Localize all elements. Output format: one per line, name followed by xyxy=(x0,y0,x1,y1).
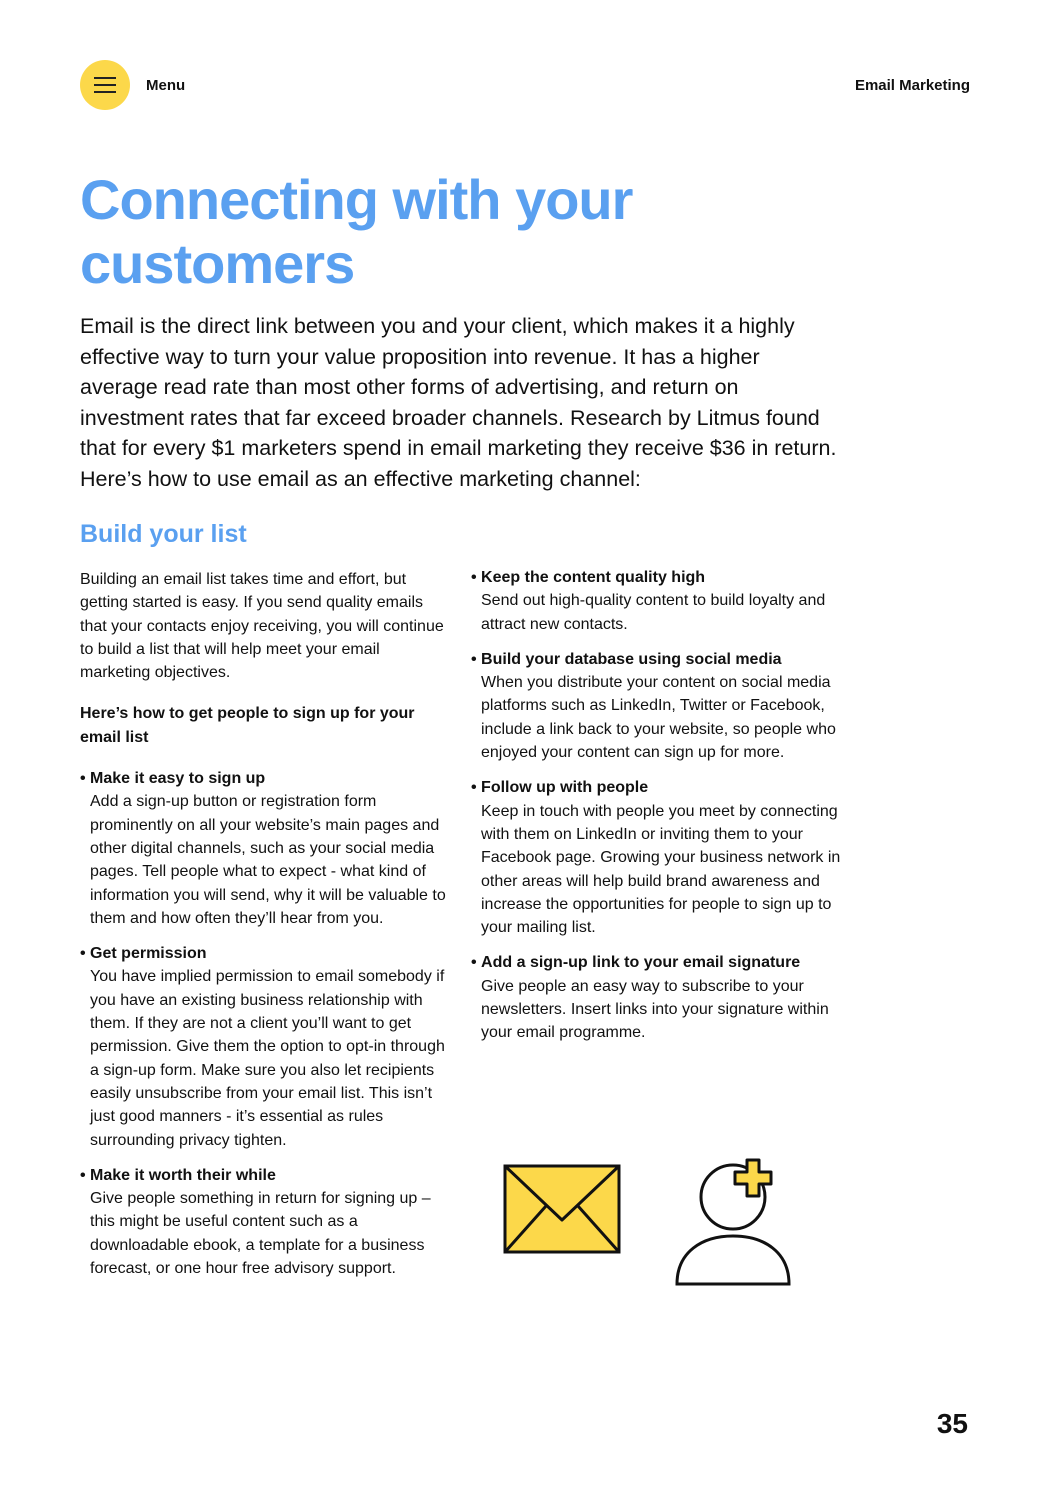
body-paragraph: Building an email list takes time and effort, but getting started is easy. If you send quality emails that your contacts enjoy receiving, you will continue to build a list that will help meet your email marketing objectives. xyxy=(80,571,444,682)
page-title-line-1: Connecting with your xyxy=(80,168,633,231)
section-label: Email Marketing xyxy=(854,77,970,94)
list-item-title: • Get permission xyxy=(80,942,452,965)
intro-paragraph: Email is the direct link between you and your client, which makes it a highly effective way to turn your value proposition into revenue. It has a higher average read rate than most other forms of advertising, and return on investment rates that far exceed broader channels. Research by Litmus found that for every $1 marketers spend in email marketing they receive $36 in return. Here’s how to use email as an effective marketing channel: xyxy=(80,314,837,491)
right-column xyxy=(471,566,846,1045)
list-item xyxy=(80,1164,452,1280)
list-item-body: Send out high-quality content to build loyalty and attract new contacts. xyxy=(481,592,826,633)
menu-button[interactable] xyxy=(80,60,130,110)
list-item-body: Give people an easy way to subscribe to your newsletters. Insert links into your signature within your email programme. xyxy=(481,977,829,1042)
list-item xyxy=(471,776,846,939)
list-item-body: Add a sign-up button or registration form prominently on all your website’s main pages and other digital channels, such as your social media pages. Tell people what to expect - what kind of information you will send, why it will be valuable to them and how often they’ll hear from you. xyxy=(90,793,446,927)
list-item xyxy=(80,942,452,1152)
list-item xyxy=(80,767,452,930)
list-lead-in: Here’s how to get people to sign up for your email list xyxy=(80,705,415,746)
hamburger-icon-bar xyxy=(94,84,116,86)
add-user-icon xyxy=(677,1160,789,1284)
list-item-title: • Build your database using social media xyxy=(471,648,846,671)
illustrations xyxy=(500,1152,800,1292)
list-item-body: Keep in touch with people you meet by connecting with them on LinkedIn or inviting them to your Facebook page. Growing your business network in other areas will help build brand awareness and increase the opportunities for people to sign up to your mailing list. xyxy=(481,802,841,937)
page-title-line-2: customers xyxy=(80,232,355,295)
list-item-title: • Add a sign-up link to your email signature xyxy=(471,951,846,974)
hamburger-icon xyxy=(94,77,116,79)
left-column xyxy=(80,568,452,1280)
list-item-title: • Keep the content quality high xyxy=(471,566,846,589)
page-title xyxy=(80,168,860,296)
illustration-svg xyxy=(500,1152,800,1292)
section-subheading: Build your list xyxy=(80,520,247,548)
list-item-body: You have implied permission to email somebody if you have an existing business relationship with them. If they are not a client you’ll want to get permission. Give them the option to opt-in through a sign-up form. Make sure you also let recipients easily unsubscribe from your email list. This isn’t just good manners - it’s essential as rules surrounding privacy tighten. xyxy=(90,968,445,1149)
page-number: 35 xyxy=(936,1408,968,1439)
list-item-title: • Follow up with people xyxy=(471,776,846,799)
list-item xyxy=(471,566,846,636)
menu-label[interactable]: Menu xyxy=(146,77,186,94)
list-item-body: Give people something in return for signing up – this might be useful content such as a downloadable ebook, a template for a business forecast, or one hour free advisory support. xyxy=(90,1190,431,1278)
list-item-body: When you distribute your content on social media platforms such as LinkedIn, Twitter or Facebook, include a link back to your website, so people who enjoyed your content can sign up for more. xyxy=(481,674,836,762)
list-item-title: • Make it easy to sign up xyxy=(80,767,452,790)
list-item-title: • Make it worth their while xyxy=(80,1164,452,1187)
list-item xyxy=(471,648,846,764)
list-item xyxy=(471,951,846,1044)
hamburger-icon-bar xyxy=(94,91,116,93)
page-header xyxy=(80,60,970,112)
envelope-icon xyxy=(505,1166,619,1252)
